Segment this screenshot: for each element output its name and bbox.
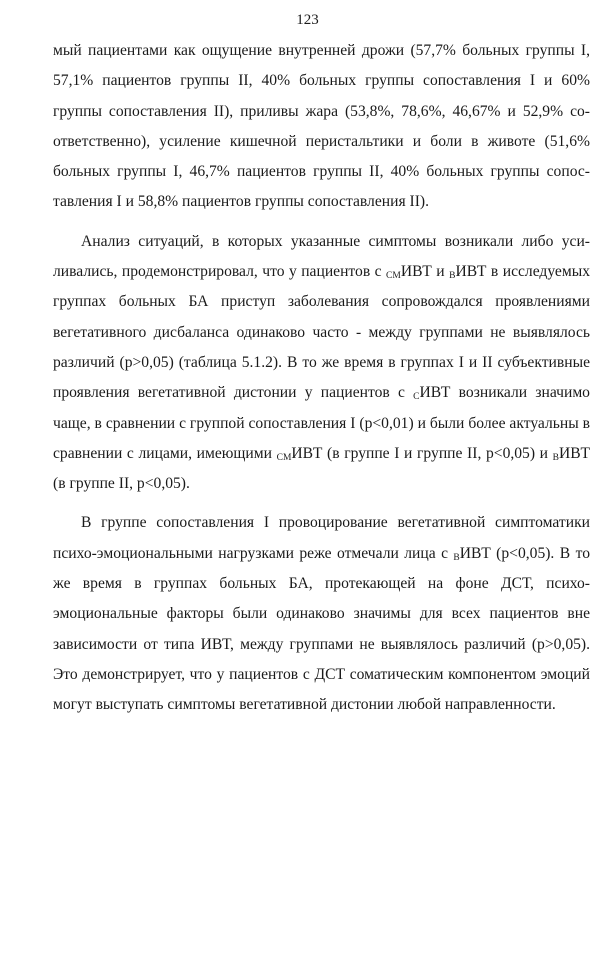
subscript-v: В <box>453 552 460 563</box>
page-number: 123 <box>296 12 319 28</box>
subscript-sm: СМ <box>276 452 292 463</box>
subscript-v: В <box>552 452 560 463</box>
subscript-v: В <box>449 271 456 282</box>
document-body <box>53 36 590 721</box>
paragraph-2-text-e: ИВТ (в группе I и группе II, p<0,05) и <box>291 444 553 462</box>
subscript-s: С <box>413 392 420 403</box>
paragraph-2-text-d: ИВТ возникали значимо чаще, в сравнении с группой сопоставления I (p<0,01) и были более актуальны в сравнении с лицами, имеющими <box>53 384 590 462</box>
paragraph-2-text-c: ИВТ в исследуемых группах больных БА приступ заболевания сопровождался проявлениями вегетативного дисбаланса одинаково часто - между группами не выявлялось различий (p>0,05) (таблица 5.1.2). В то же время в группах I и II субъективные проявления вегетативной дистонии у пациентов с <box>53 263 590 402</box>
subscript-sm: СМ <box>386 271 401 282</box>
paragraph-3-text-a: В группе сопоставления I провоцирование вегетативной симптоматики психо-эмоциональными нагрузками реже отмечали лица с <box>53 514 590 562</box>
paragraph-2-text-a: Анализ ситуаций, в которых указанные симптомы возникали либо усиливались, продемонстрировал, что у пациентов с <box>53 232 590 281</box>
paragraph-2-text-f: ИВТ (в группе II, p<0,05). <box>53 444 590 493</box>
paragraph-1: мый пациентами как ощущение внутренней дрожи (57,7% больных группы I, 57,1% пациентов группы II, 40% больных группы сопоставления I и 60% группы сопоставления II), приливы жара (53,8%, 78,6%, 46,67% и 52,9% соответственно), усиление кишечной перистальтики и боли в животе (51,6% больных группы I, 46,7% пациентов группы II, 40% больных группы сопоставления I и 58,8% пациентов группы сопоставления II). <box>53 42 590 211</box>
paragraph-2-text-b: ИВТ и <box>400 263 450 281</box>
paragraph-2 <box>53 227 590 500</box>
paragraph-3 <box>53 508 590 720</box>
paragraph-3-text-b: ИВТ (p<0,05). В то же время в группах больных БА, протекающей на фоне ДСТ, психоэмоциональные факторы были одинаково значимы для всех пациентов вне зависимости от типа ИВТ, между группами не выявлялось различий (p>0,05). Это демонстрирует, что у пациентов с ДСТ соматическим компонентом эмоций могут выступать симптомы вегетативной дистонии любой направленности. <box>53 544 590 714</box>
